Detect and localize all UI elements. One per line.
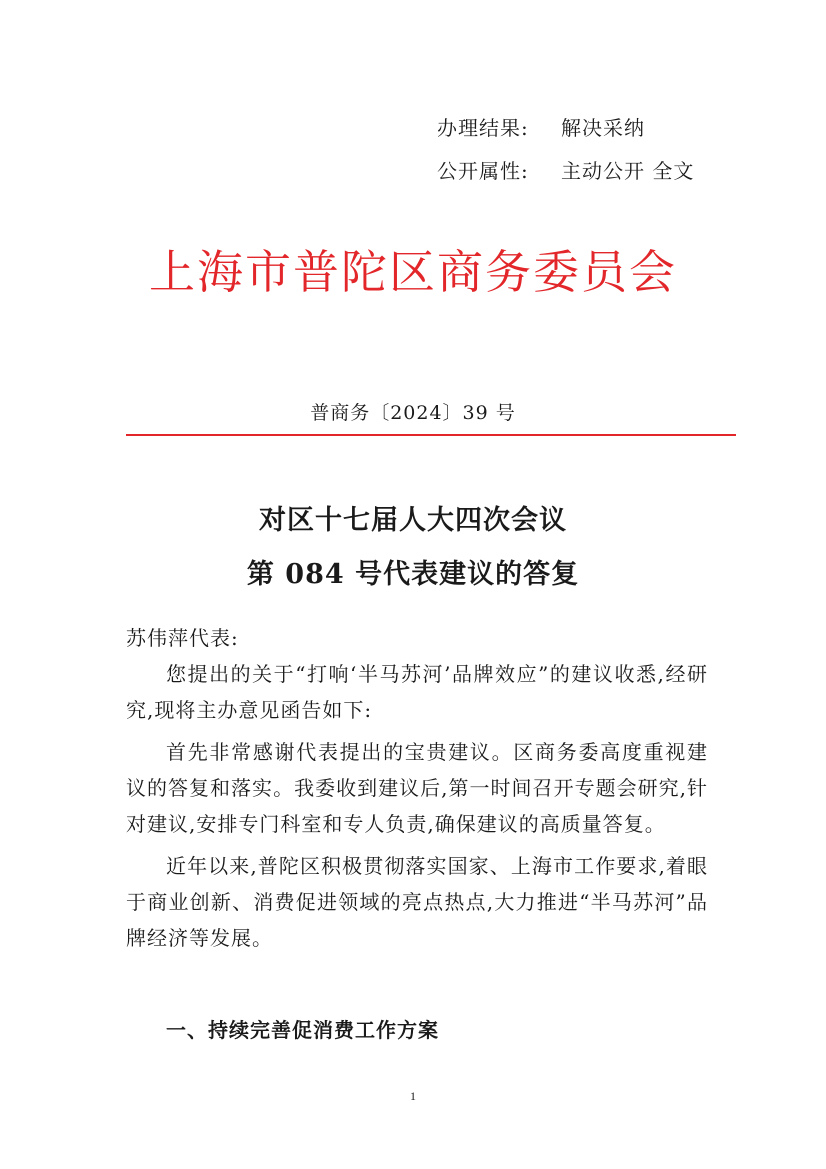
body-paragraph: 首先非常感谢代表提出的宝贵建议。区商务委高度重视建议的答复和落实。我委收到建议后,第一时间召开专题会研究,针对建议,安排专门科室和专人负责,确保建议的高质量答复。 [126, 740, 708, 836]
public-label: 公开属性: [437, 159, 529, 183]
body-paragraph: 您提出的关于“打响‘半马苏河’品牌效应”的建议收悉,经研究,现将主办意见函告如下: [126, 662, 708, 722]
public-meta [437, 155, 694, 184]
public-value: 主动公开 全文 [561, 159, 695, 183]
document-title-line2: 第 084 号代表建议的答复 [246, 559, 580, 590]
organization-title: 上海市普陀区商务委员会 [149, 245, 677, 299]
result-meta [437, 112, 645, 141]
body-paragraph: 近年以来,普陀区积极贯彻落实国家、上海市工作要求,着眼于商业创新、消费促进领域的亮点热点,大力推进“半马苏河”品牌经济等发展。 [126, 854, 708, 950]
result-label: 办理结果: [437, 116, 529, 140]
result-value: 解决采纳 [561, 116, 645, 140]
red-divider [126, 434, 736, 436]
document-body [126, 620, 708, 962]
section-heading: 一、持续完善促消费工作方案 [166, 1018, 439, 1042]
document-title-line1: 对区十七届人大四次会议 [259, 505, 567, 536]
page-number: 1 [410, 1089, 416, 1103]
document-number: 普商务〔2024〕39 号 [310, 402, 516, 424]
salutation: 苏伟萍代表: [126, 626, 239, 650]
